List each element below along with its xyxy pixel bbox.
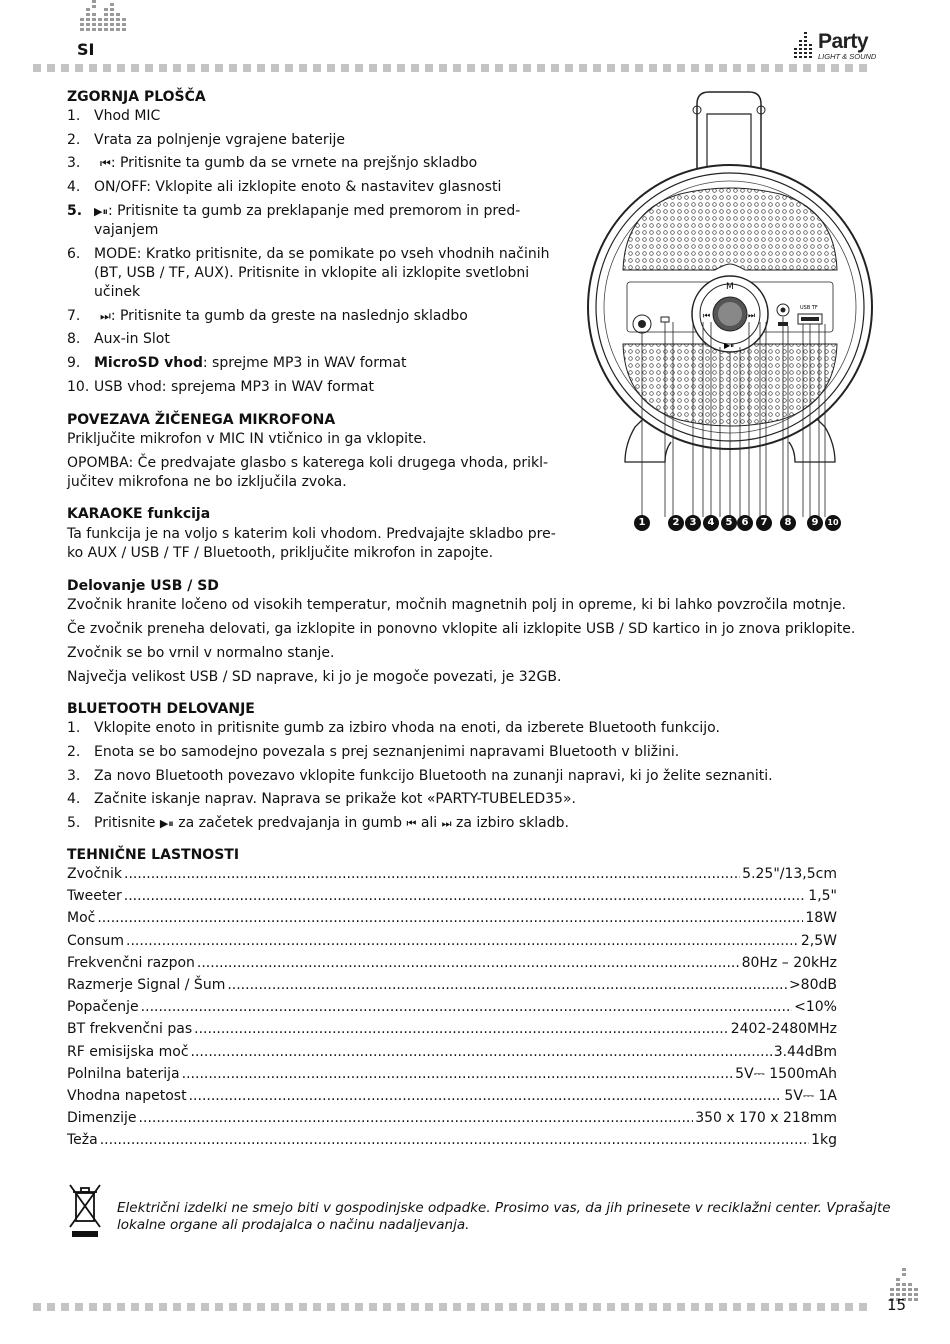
- dot-leader: [126, 933, 799, 949]
- divider-dot: [579, 1303, 587, 1311]
- divider-dot: [691, 64, 699, 72]
- play-pause-icon: ▶⏸: [159, 817, 174, 830]
- divider-dot: [607, 64, 615, 72]
- spec-value: 5V⎓ 1500mAh: [735, 1065, 837, 1082]
- divider-dot: [761, 64, 769, 72]
- divider-dot: [117, 1303, 125, 1311]
- divider-dot: [299, 64, 307, 72]
- divider-dot: [313, 1303, 321, 1311]
- divider-dot: [747, 1303, 755, 1311]
- divider-dot: [327, 1303, 335, 1311]
- divider-dot: [607, 1303, 615, 1311]
- divider-dot: [453, 1303, 461, 1311]
- divider-dot: [145, 1303, 153, 1311]
- svg-text:▶⏸: ▶⏸: [724, 341, 735, 350]
- callout-number: 10: [825, 515, 841, 531]
- callout-number: 2: [668, 515, 684, 531]
- divider-dot: [131, 1303, 139, 1311]
- divider-dot: [271, 64, 279, 72]
- divider-dot: [719, 64, 727, 72]
- callout-number: 1: [634, 515, 650, 531]
- speaker-top-panel-diagram: [585, 82, 875, 542]
- divider-dot: [649, 1303, 657, 1311]
- divider-dot: [635, 1303, 643, 1311]
- brand-subtitle: LIGHT & SOUND: [818, 52, 877, 61]
- divider-dot: [61, 1303, 69, 1311]
- divider-dot: [761, 1303, 769, 1311]
- divider-dot: [103, 1303, 111, 1311]
- divider-dot: [75, 1303, 83, 1311]
- dot-leader: [194, 1021, 729, 1037]
- list-item-continued: učinek: [94, 284, 141, 300]
- dot-leader: [227, 977, 787, 993]
- divider-dot: [481, 1303, 489, 1311]
- divider-dot: [523, 1303, 531, 1311]
- weee-notice: Električni izdelki ne smejo biti v gospodinjske odpadke. Prosimo vas, da jih prinesete v reciklažni center. Vprašajte: [117, 1200, 891, 1216]
- divider-dot: [845, 1303, 853, 1311]
- divider-dot: [733, 64, 741, 72]
- list-item: 3. Za novo Bluetooth povezavo vklopite funkcijo Bluetooth na zunanji napravi, ki jo želite seznaniti.: [67, 768, 773, 784]
- spec-value: >80dB: [788, 977, 837, 993]
- spec-row: [67, 977, 837, 997]
- divider-dot: [327, 64, 335, 72]
- dot-leader: [97, 910, 803, 926]
- spec-label: Frekvenčni razpon: [67, 954, 195, 971]
- next-track-icon: ⏭: [441, 817, 452, 830]
- divider-dot: [817, 64, 825, 72]
- divider-dot: [495, 1303, 503, 1311]
- divider-dot: [467, 64, 475, 72]
- divider-dot: [579, 64, 587, 72]
- header-dot-divider: [33, 64, 867, 72]
- svg-text:⏭: ⏭: [748, 311, 756, 320]
- divider-dot: [145, 64, 153, 72]
- karaoke-heading: KARAOKE funkcija: [67, 506, 211, 522]
- mic-heading: POVEZAVA ŽIČENEGA MIKROFONA: [67, 412, 336, 428]
- spec-value: 1,5": [808, 888, 837, 905]
- divider-dot: [201, 1303, 209, 1311]
- callout-number: 7: [756, 515, 772, 531]
- divider-dot: [355, 1303, 363, 1311]
- divider-dot: [187, 64, 195, 72]
- mic-note-continued: jučitev mikrofona ne bo izključila zvoka.: [67, 474, 347, 490]
- bluetooth-heading: BLUETOOTH DELOVANJE: [67, 701, 255, 717]
- divider-dot: [425, 1303, 433, 1311]
- divider-dot: [243, 64, 251, 72]
- divider-dot: [229, 64, 237, 72]
- list-item-continued: vajanjem: [94, 222, 159, 238]
- spec-label: Popačenje: [67, 999, 139, 1016]
- divider-dot: [565, 1303, 573, 1311]
- divider-dot: [131, 64, 139, 72]
- list-item-continued: (BT, USB / TF, AUX). Pritisnite in vklopite ali izklopite svetlobni: [94, 265, 530, 281]
- spec-row: [67, 1066, 837, 1086]
- weee-notice-continued: lokalne organe ali prodajalca o načinu nadaljevanja.: [117, 1217, 470, 1233]
- divider-dot: [271, 1303, 279, 1311]
- mode-button-label: M: [726, 282, 734, 292]
- divider-dot: [803, 1303, 811, 1311]
- divider-dot: [831, 1303, 839, 1311]
- divider-dot: [677, 64, 685, 72]
- callout-number: 6: [737, 515, 753, 531]
- list-item: 8. Aux-in Slot: [67, 331, 170, 347]
- list-item: 5. ▶⏸: Pritisnite ta gumb za preklapanje med premorom in pred-: [67, 203, 521, 219]
- language-code: SI: [77, 40, 95, 59]
- list-item: 1. Vklopite enoto in pritisnite gumb za izbiro vhoda na enoti, da izberete Bluetooth funkcijo.: [67, 720, 720, 736]
- divider-dot: [593, 1303, 601, 1311]
- spec-row: [67, 910, 837, 930]
- list-item: 9. MicroSD vhod: sprejme MP3 in WAV format: [67, 355, 407, 371]
- divider-dot: [789, 1303, 797, 1311]
- spec-label: BT frekvenčni pas: [67, 1021, 193, 1038]
- list-item: 2. Vrata za polnjenje vgrajene baterije: [67, 132, 346, 148]
- divider-dot: [859, 64, 867, 72]
- spec-row: [67, 933, 837, 953]
- divider-dot: [75, 64, 83, 72]
- divider-dot: [229, 1303, 237, 1311]
- divider-dot: [621, 1303, 629, 1311]
- divider-dot: [257, 1303, 265, 1311]
- divider-dot: [439, 64, 447, 72]
- callout-number: 3: [685, 515, 701, 531]
- divider-dot: [159, 64, 167, 72]
- divider-dot: [89, 64, 97, 72]
- divider-dot: [313, 64, 321, 72]
- spec-label: Moč: [67, 910, 96, 927]
- divider-dot: [509, 64, 517, 72]
- divider-dot: [103, 64, 111, 72]
- divider-dot: [537, 1303, 545, 1311]
- divider-dot: [425, 64, 433, 72]
- karaoke-text: Ta funkcija je na voljo s katerim koli vhodom. Predvajajte skladbo pre-: [67, 526, 556, 542]
- dot-leader: [139, 1110, 694, 1126]
- spec-value: 1kg: [811, 1132, 837, 1149]
- divider-dot: [537, 64, 545, 72]
- divider-dot: [257, 64, 265, 72]
- spec-row: [67, 999, 837, 1019]
- spec-label: Teža: [67, 1132, 98, 1149]
- divider-dot: [173, 64, 181, 72]
- spec-row: [67, 955, 837, 975]
- spec-row: [67, 1021, 837, 1041]
- spec-label: Vhodna napetost: [67, 1088, 187, 1104]
- divider-dot: [523, 64, 531, 72]
- divider-dot: [817, 1303, 825, 1311]
- list-item: 10. USB vhod: sprejema MP3 in WAV format: [67, 379, 374, 395]
- page-number: 15: [887, 1296, 907, 1314]
- brand-logo: [794, 28, 886, 62]
- spec-row: [67, 1044, 837, 1064]
- callout-number: 8: [780, 515, 796, 531]
- divider-dot: [481, 64, 489, 72]
- divider-dot: [47, 64, 55, 72]
- dot-leader: [189, 1088, 783, 1104]
- spec-label: Tweeter: [67, 888, 122, 905]
- divider-dot: [369, 1303, 377, 1311]
- spec-value: 5.25"/13,5cm: [742, 866, 837, 882]
- callout-number: 9: [807, 515, 823, 531]
- spec-row: [67, 1110, 837, 1130]
- divider-dot: [467, 1303, 475, 1311]
- list-item: 4. Začnite iskanje naprav. Naprava se prikaže kot «PARTY-TUBELED35».: [67, 791, 576, 807]
- list-item: 7. ⏭: Pritisnite ta gumb da greste na naslednjo skladbo: [67, 308, 468, 324]
- spec-value: 18W: [805, 910, 837, 927]
- divider-dot: [621, 64, 629, 72]
- divider-dot: [215, 64, 223, 72]
- divider-dot: [663, 64, 671, 72]
- callout-number: 5: [721, 515, 737, 531]
- divider-dot: [635, 64, 643, 72]
- usb-line: Zvočnik se bo vrnil v normalno stanje.: [67, 645, 335, 661]
- divider-dot: [803, 64, 811, 72]
- previous-track-icon: ⏮: [406, 817, 417, 830]
- divider-dot: [565, 64, 573, 72]
- divider-dot: [89, 1303, 97, 1311]
- divider-dot: [551, 1303, 559, 1311]
- divider-dot: [299, 1303, 307, 1311]
- spec-label: Dimenzije: [67, 1110, 137, 1127]
- usb-line: Zvočnik hranite ločeno od visokih temperatur, močnih magnetnih polj in opreme, ki bi lahko povzročila motnje.: [67, 597, 846, 613]
- divider-dot: [173, 1303, 181, 1311]
- brand-name: Party: [818, 30, 869, 53]
- divider-dot: [383, 1303, 391, 1311]
- divider-dot: [201, 64, 209, 72]
- spec-value: 350 x 170 x 218mm: [695, 1110, 837, 1127]
- dot-leader: [197, 955, 740, 971]
- divider-dot: [845, 64, 853, 72]
- header-equalizer-logo: [78, 0, 136, 40]
- svg-text:⏮: ⏮: [703, 311, 711, 320]
- divider-dot: [159, 1303, 167, 1311]
- divider-dot: [397, 64, 405, 72]
- divider-dot: [859, 1303, 867, 1311]
- divider-dot: [355, 64, 363, 72]
- divider-dot: [677, 1303, 685, 1311]
- spec-row: [67, 888, 837, 908]
- list-item: 1. Vhod MIC: [67, 108, 161, 124]
- previous-track-icon: ⏮: [100, 156, 111, 170]
- specs-heading: TEHNIČNE LASTNOSTI: [67, 847, 240, 863]
- spec-row: [67, 1088, 837, 1108]
- spec-label: Polnilna baterija: [67, 1065, 180, 1082]
- divider-dot: [397, 1303, 405, 1311]
- divider-dot: [719, 1303, 727, 1311]
- spec-row: [67, 1132, 837, 1152]
- mic-note: OPOMBA: Če predvajate glasbo s katerega koli drugega vhoda, prikl-: [67, 455, 549, 471]
- usb-line: Če zvočnik preneha delovati, ga izklopite in ponovno vklopite ali izklopite USB / SD kartico in jo znova priklopite.: [67, 621, 856, 637]
- next-track-icon: ⏭: [100, 309, 111, 323]
- spec-value: 5V⎓ 1A: [784, 1088, 837, 1104]
- divider-dot: [33, 64, 41, 72]
- divider-dot: [215, 1303, 223, 1311]
- divider-dot: [411, 1303, 419, 1311]
- divider-dot: [789, 64, 797, 72]
- spec-value: 2402-2480MHz: [730, 1021, 837, 1038]
- divider-dot: [285, 64, 293, 72]
- divider-dot: [187, 1303, 195, 1311]
- divider-dot: [61, 64, 69, 72]
- play-pause-icon: ▶⏸: [94, 205, 108, 218]
- weee-bin-icon: [68, 1183, 102, 1239]
- usb-heading: Delovanje USB / SD: [67, 578, 219, 594]
- divider-dot: [747, 64, 755, 72]
- list-item: 5. Pritisnite ▶⏸ za začetek predvajanja in gumb ⏮ ali ⏭ za izbiro skladb.: [67, 815, 569, 831]
- divider-dot: [33, 1303, 41, 1311]
- list-item: 3. ⏮: Pritisnite ta gumb da se vrnete na prejšnjo skladbo: [67, 155, 478, 171]
- divider-dot: [439, 1303, 447, 1311]
- top-panel-heading: ZGORNJA PLOŠČA: [67, 89, 206, 105]
- divider-dot: [775, 64, 783, 72]
- usb-line: Največja velikost USB / SD naprave, ki jo je mogoče povezati, je 32GB.: [67, 669, 562, 685]
- divider-dot: [831, 64, 839, 72]
- divider-dot: [775, 1303, 783, 1311]
- spec-value: <10%: [794, 999, 837, 1016]
- divider-dot: [243, 1303, 251, 1311]
- divider-dot: [509, 1303, 517, 1311]
- divider-dot: [285, 1303, 293, 1311]
- divider-dot: [117, 64, 125, 72]
- list-item: 4. ON/OFF: Vklopite ali izklopite enoto & nastavitev glasnosti: [67, 179, 502, 195]
- spec-row: [67, 866, 837, 886]
- footer-dot-divider: [33, 1303, 867, 1311]
- divider-dot: [649, 64, 657, 72]
- divider-dot: [383, 64, 391, 72]
- divider-dot: [47, 1303, 55, 1311]
- usb-tf-label: USB TF: [800, 305, 818, 311]
- dot-leader: [100, 1132, 809, 1148]
- divider-dot: [495, 64, 503, 72]
- spec-label: Razmerje Signal / Šum: [67, 977, 226, 993]
- divider-dot: [691, 1303, 699, 1311]
- divider-dot: [705, 1303, 713, 1311]
- spec-label: Zvočnik: [67, 866, 123, 882]
- karaoke-text-continued: ko AUX / USB / TF / Bluetooth, priključite mikrofon in zapojte.: [67, 545, 494, 561]
- dot-leader: [124, 866, 740, 882]
- divider-dot: [593, 64, 601, 72]
- spec-label: Consum: [67, 932, 125, 949]
- mic-text: Priključite mikrofon v MIC IN vtičnico in ga vklopite.: [67, 431, 427, 447]
- divider-dot: [551, 64, 559, 72]
- spec-value: 2,5W: [800, 932, 837, 949]
- list-item: 6. MODE: Kratko pritisnite, da se pomikate po vseh vhodnih načinih: [67, 246, 550, 262]
- divider-dot: [705, 64, 713, 72]
- dot-leader: [191, 1044, 772, 1060]
- dot-leader: [141, 999, 792, 1015]
- divider-dot: [733, 1303, 741, 1311]
- divider-dot: [453, 64, 461, 72]
- dot-leader: [124, 888, 807, 904]
- divider-dot: [341, 64, 349, 72]
- spec-label: RF emisijska moč: [67, 1043, 189, 1060]
- divider-dot: [369, 64, 377, 72]
- dot-leader: [182, 1066, 734, 1082]
- callout-number: 4: [703, 515, 719, 531]
- list-item: 2. Enota se bo samodejno povezala s prej seznanjenimi napravami Bluetooth v bližini.: [67, 744, 680, 760]
- divider-dot: [663, 1303, 671, 1311]
- spec-value: 3.44dBm: [773, 1043, 837, 1060]
- spec-value: 80Hz – 20kHz: [741, 954, 837, 971]
- divider-dot: [341, 1303, 349, 1311]
- divider-dot: [411, 64, 419, 72]
